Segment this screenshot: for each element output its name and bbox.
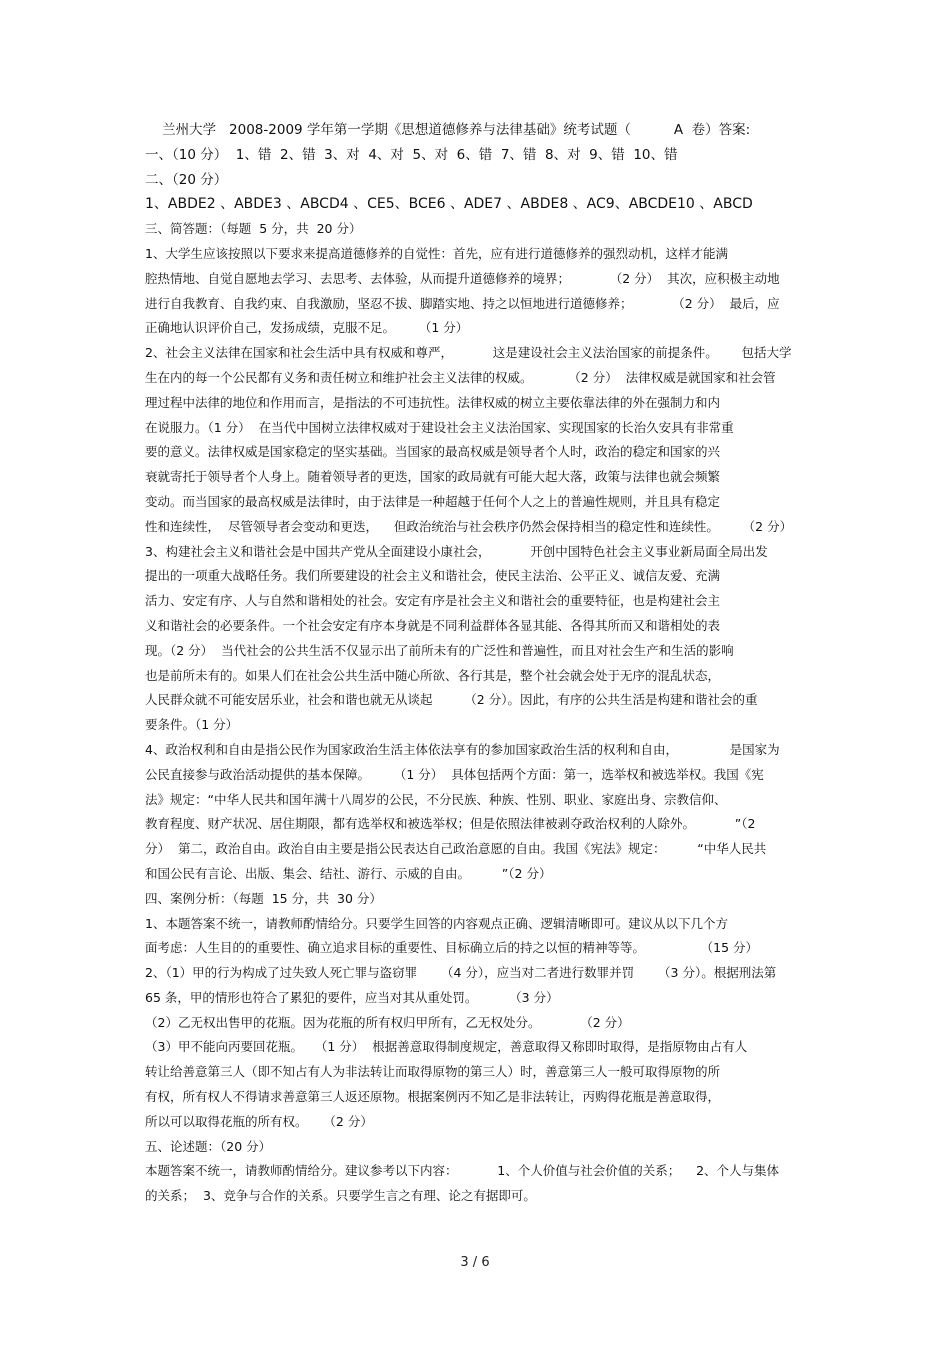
text-line: 正确地认识评价自己，发扬成绩，克服不足。 （1 分） bbox=[145, 320, 469, 336]
section-3-heading: 三、简答题：（每题 5 分，共 20 分） bbox=[145, 221, 362, 237]
text-line: 1、大学生应该按照以下要求来提高道德修养的自觉性：首先，应有进行道德修养的强烈动机，这样才能满 bbox=[145, 245, 728, 261]
page-number: 3 / 6 bbox=[460, 1255, 490, 1270]
text-line: 教育程度、财产状况、居住期限，都有选举权和被选举权；但是依照法律被剥夺政治权利的人除外。 ”（2 bbox=[145, 816, 756, 832]
text-line: 在说服力。（1 分） 在当代中国树立法律权威对于建设社会主义法治国家、实现国家的长治久安具有非常重 bbox=[145, 419, 734, 435]
text-line: 理过程中法律的地位和作用而言，是指法的不可违抗性。法律权威的树立主要依靠法律的外在强制力和内 bbox=[145, 394, 721, 410]
text-line: 公民直接参与政治活动提供的基本保障。 （1 分） 具体包括两个方面：第一，选举权和被选举权。我国《宪 bbox=[145, 766, 764, 782]
text-line: 性和连续性， 尽管领导者会变动和更迭， 但政治统治与社会秩序仍然会保持相当的稳定性和连续性。 （2 分） bbox=[145, 518, 793, 534]
text-line: 2、社会主义法律在国家和社会生活中具有权威和尊严， 这是建设社会主义法治国家的前提条件。 包括大学 bbox=[145, 345, 792, 361]
text-line: 进行自我教育、自我约束、自我激励，坚忍不拔、脚踏实地、持之以恒地进行道德修养； （2 分） 最后，应 bbox=[145, 295, 780, 311]
text-line: 3、构建社会主义和谐社会是中国共产党从全面建设小康社会， 开创中国特色社会主义事业新局面全局出发 bbox=[145, 543, 768, 559]
text-line: 要的意义。法律权威是国家稳定的坚实基础。当国家的最高权威是领导者个人时，政治的稳定和国家的兴 bbox=[145, 444, 721, 460]
section-5-heading: 五、论述题：（20 分） bbox=[145, 1138, 272, 1154]
text-line: 面考虑：人生目的的重要性、确立追求目标的重要性、目标确立后的持之以恒的精神等等。 （15 分） bbox=[145, 940, 759, 956]
text-line: 的关系； 3、竞争与合作的关系。只要学生言之有理、论之有据即可。 bbox=[145, 1188, 536, 1204]
text-line: 活力、安定有序、人与自然和谐相处的社会。安定有序是社会主义和谐社会的重要特征，也是构建社会主 bbox=[145, 593, 721, 609]
text-line: 变动。而当国家的最高权威是法律时，由于法律是一种超越于任何个人之上的普遍性规则，并且具有稳定 bbox=[145, 493, 721, 509]
text-line: （2）乙无权出售甲的花瓶。因为花瓶的所有权归甲所有，乙无权处分。 （2 分） bbox=[145, 1014, 630, 1030]
text-line: （3）甲不能向丙要回花瓶。 （1 分） 根据善意取得制度规定，善意取得又称即时取得，是指原物由占有人 bbox=[145, 1039, 748, 1055]
text-line: 1、本题答案不统一，请教师酌情给分。只要学生回答的内容观点正确、逻辑清晰即可。建议从以下几个方 bbox=[145, 915, 728, 931]
text-line: 所以可以取得花瓶的所有权。 （2 分） bbox=[145, 1113, 373, 1129]
text-line: 本题答案不统一，请教师酌情给分。建议参考以下内容： 1、个人价值与社会价值的关系； 2、个人与集体 bbox=[145, 1163, 780, 1179]
text-line: 衰就寄托于领导者个人身上。随着领导者的更迭，国家的政局就有可能大起大落，政策与法律也就会频繁 bbox=[145, 469, 721, 485]
text-line: 现。（2 分） 当代社会的公共生活不仅显示出了前所未有的广泛性和普遍性，而且对社会生产和生活的影响 bbox=[145, 642, 734, 658]
text-line: 有权，所有权人不得请求善意第三人返还原物。根据案例丙不知乙是非法转让，丙购得花瓶是善意取得， bbox=[145, 1089, 721, 1105]
section-1-answers: 一、（10 分） 1、错 2、错 3、对 4、对 5、对 6、错 7、错 8、对 9、错 10、错 bbox=[145, 146, 678, 163]
text-line: 义和谐社会的必要条件。一个社会安定有序本身就是不同利益群体各显其能、各得其所而又和谐相处的表 bbox=[145, 617, 721, 633]
text-line: 分） 第二，政治自由。政治自由主要是指公民表达自己政治意愿的自由。我国《宪法》规定： “中华人民共 bbox=[145, 841, 767, 857]
text-line: 生在内的每一个公民都有义务和责任树立和维护社会主义法律的权威。 （2 分） 法律权威是就国家和社会管 bbox=[145, 369, 776, 385]
text-line: 腔热情地、自觉自愿地去学习、去思考、去体验，从而提升道德修养的境界； （2 分） 其次，应积极主动地 bbox=[145, 270, 780, 286]
text-line: 65 条，甲的情形也符合了累犯的要件，应当对其从重处罚。 （3 分） bbox=[145, 989, 559, 1005]
text-line: 2、（1）甲的行为构成了过失致人死亡罪与盗窃罪 （4 分），应当对二者进行数罪并罚 （3 分）。根据刑法第 bbox=[145, 965, 777, 981]
document-title: 兰州大学 2008-2009 学年第一学期《思想道德修养与法律基础》统考试题（ A 卷）答案: bbox=[145, 122, 751, 138]
text-line: 和国公民有言论、出版、集会、结社、游行、示威的自由。 ”（2 分） bbox=[145, 865, 552, 881]
answer-key-body bbox=[145, 118, 810, 1209]
text-line: 要条件。（1 分） bbox=[145, 717, 239, 733]
section-4-heading: 四、案例分析：（每题 15 分，共 30 分） bbox=[145, 890, 382, 906]
text-line: 转让给善意第三人（即不知占有人为非法转让而取得原物的第三人）时，善意第三人一般可取得原物的所 bbox=[145, 1064, 721, 1080]
text-line: 也是前所未有的。如果人们在社会公共生活中随心所欲、各行其是，整个社会就会处于无序的混乱状态， bbox=[145, 667, 721, 683]
section-2-answers: 1、ABDE2 、ABDE3 、ABCD4 、CE5、BCE6 、ADE7 、ABDE8 、AC9、ABCDE10 、ABCD bbox=[145, 196, 753, 213]
text-line: 4、政治权利和自由是指公民作为国家政治生活主体依法享有的参加国家政治生活的权利和自由， 是国家为 bbox=[145, 741, 780, 757]
text-line: 法》规定：“中华人民共和国年满十八周岁的公民，不分民族、种族、性别、职业、家庭出身、宗教信仰、 bbox=[145, 791, 727, 807]
text-line: 人民群众就不可能安居乐业，社会和谐也就无从谈起 （2 分）。因此，有序的公共生活是构建和谐社会的重 bbox=[145, 692, 758, 708]
text-line: 提出的一项重大战略任务。我们所要建设的社会主义和谐社会，使民主法治、公平正义、诚信友爱、充满 bbox=[145, 568, 721, 584]
section-2-heading: 二、（20 分） bbox=[145, 171, 228, 188]
